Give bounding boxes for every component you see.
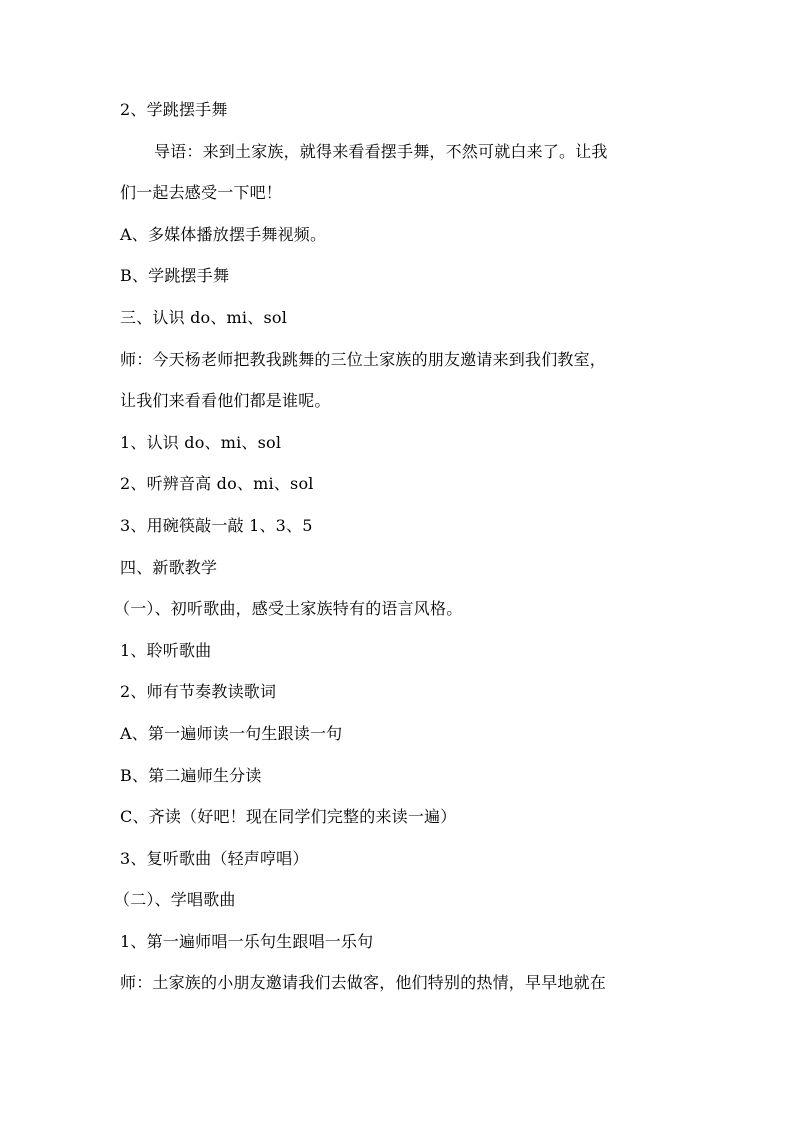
- text-line: 2、师有节奏教读歌词: [120, 682, 277, 702]
- text-line: A、第一遍师读一句生跟读一句: [120, 723, 343, 743]
- text-line: 们一起去感受一下吧！: [120, 183, 283, 203]
- text-line: 3、用碗筷敲一敲 1、3、5: [120, 515, 313, 535]
- text-line: 1、认识 do、mi、sol: [120, 432, 282, 452]
- subsection-heading: （一）、初听歌曲，感受土家族特有的语言风格。: [114, 599, 463, 619]
- text-line: 2、听辨音高 do、mi、sol: [120, 474, 314, 494]
- text-line: B、学跳摆手舞: [120, 266, 230, 286]
- document-body: [114, 100, 680, 1015]
- text-line: 师：土家族的小朋友邀请我们去做客，他们特别的热情，早早地就在: [120, 973, 607, 993]
- text-line: A、多媒体播放摆手舞视频。: [120, 224, 327, 244]
- text-line: 导语：来到土家族，就得来看看摆手舞，不然可就白来了。让我: [154, 141, 608, 161]
- text-line: 2、学跳摆手舞: [120, 100, 228, 119]
- text-line: 3、复听歌曲（轻声哼唱）: [120, 848, 309, 868]
- text-line: 让我们来看看他们都是谁呢。: [120, 391, 331, 411]
- text-line: B、第二遍师生分读: [120, 765, 262, 785]
- text-line: 1、第一遍师唱一乐句生跟唱一乐句: [120, 931, 374, 951]
- section-heading: 三、认识 do、mi、sol: [120, 307, 288, 327]
- text-line: C、齐读（好吧！现在同学们完整的来读一遍）: [120, 807, 457, 827]
- section-heading: 四、新歌教学: [120, 557, 218, 577]
- text-line: 师：今天杨老师把教我跳舞的三位土家族的朋友邀请来到我们教室，: [120, 349, 607, 369]
- subsection-heading: （二）、学唱歌曲: [114, 890, 236, 910]
- text-line: 1、聆听歌曲: [120, 640, 212, 660]
